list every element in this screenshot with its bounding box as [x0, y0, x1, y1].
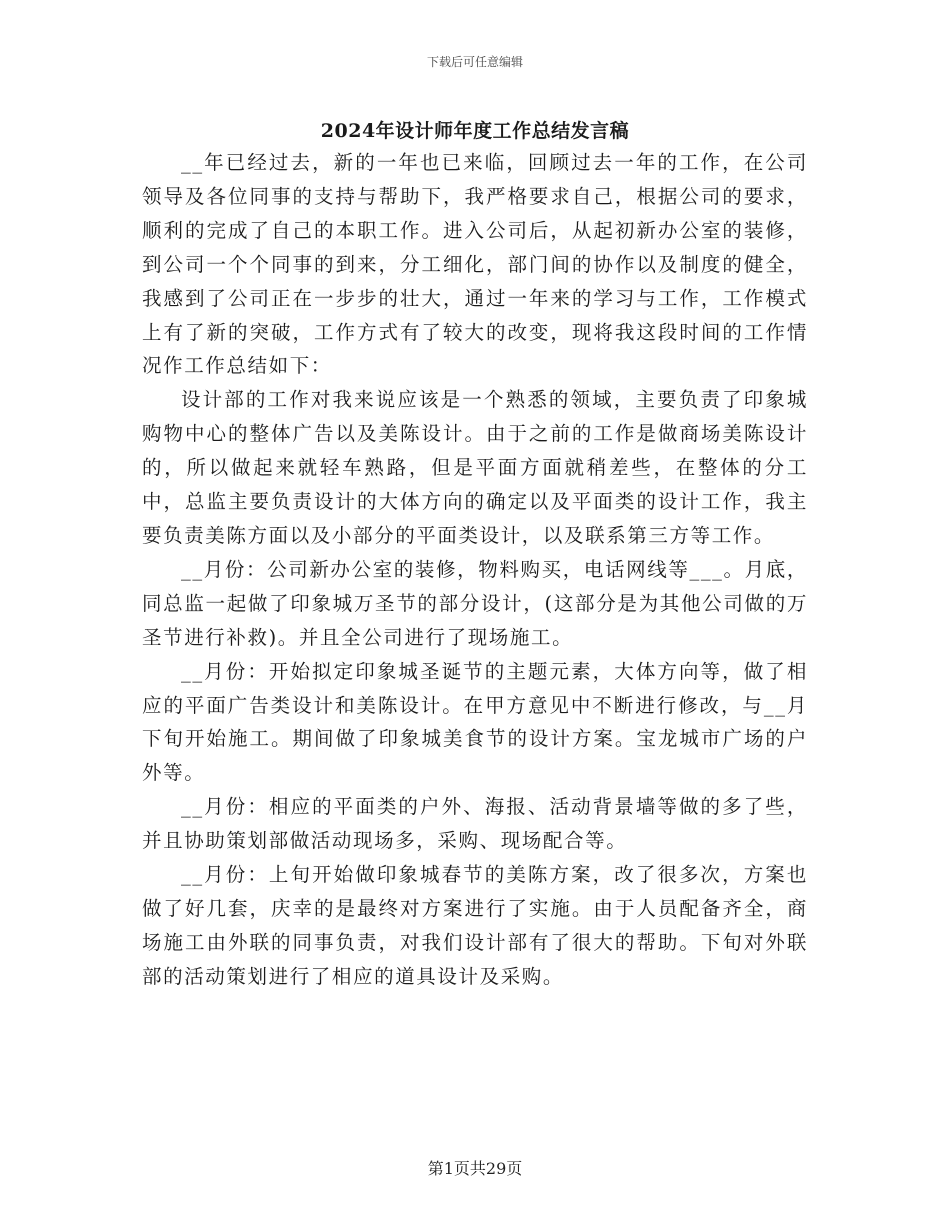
paragraph-design-dept: 设计部的工作对我来说应该是一个熟悉的领域，主要负责了印象城购物中心的整体广告以及美陈设计。由于之前的工作是做商场美陈设计的，所以做起来就轻车熟路，但是平面方面就稍差些，在整体的分工中，总监主要负责设计的大体方向的确定以及平面类的设计工作，我主要负责美陈方面以及小部分的平面类设计，以及联系第三方等工作。: [142, 388, 808, 547]
document-title: 2024年设计师年度工作总结发言稿: [320, 120, 630, 142]
page-footer: 第1页共29页: [427, 1159, 523, 1178]
document-body: [142, 146, 808, 994]
paragraph-month-2: __月份：开始拟定印象城圣诞节的主题元素，大体方向等，做了相应的平面广告类设计和美陈设计。在甲方意见中不断进行修改，与__月下旬开始施工。期间做了印象城美食节的设计方案。宝龙城市广场的户外等。: [142, 659, 808, 785]
paragraph-intro: __年已经过去，新的一年也已来临，回顾过去一年的工作，在公司领导及各位同事的支持与帮助下，我严格要求自己，根据公司的要求，顺利的完成了自己的本职工作。进入公司后，从起初新办公室的装修，到公司一个个同事的到来，分工细化，部门间的协作以及制度的健全，我感到了公司正在一步步的壮大，通过一年来的学习与工作，工作模式上有了新的突破，工作方式有了较大的改变，现将我这段时间的工作情况作工作总结如下：: [142, 151, 808, 378]
page-header: 下载后可任意编辑: [426, 55, 523, 69]
paragraph-month-4: __月份：上旬开始做印象城春节的美陈方案，改了很多次，方案也做了好几套，庆幸的是最终对方案进行了实施。由于人员配备齐全，商场施工由外联的同事负责，对我们设计部有了很大的帮助。下旬对外联部的活动策划进行了相应的道具设计及采购。: [142, 863, 808, 988]
paragraph-month-1: __月份：公司新办公室的装修，物料购买，电话网线等___。月底，同总监一起做了印象城万圣节的部分设计，(这部分是为其他公司做的万圣节进行补救)。并且全公司进行了现场施工。: [142, 557, 808, 649]
paragraph-month-3: __月份：相应的平面类的户外、海报、活动背景墙等做的多了些，并且协助策划部做活动现场多，采购、现场配合等。: [142, 795, 808, 853]
